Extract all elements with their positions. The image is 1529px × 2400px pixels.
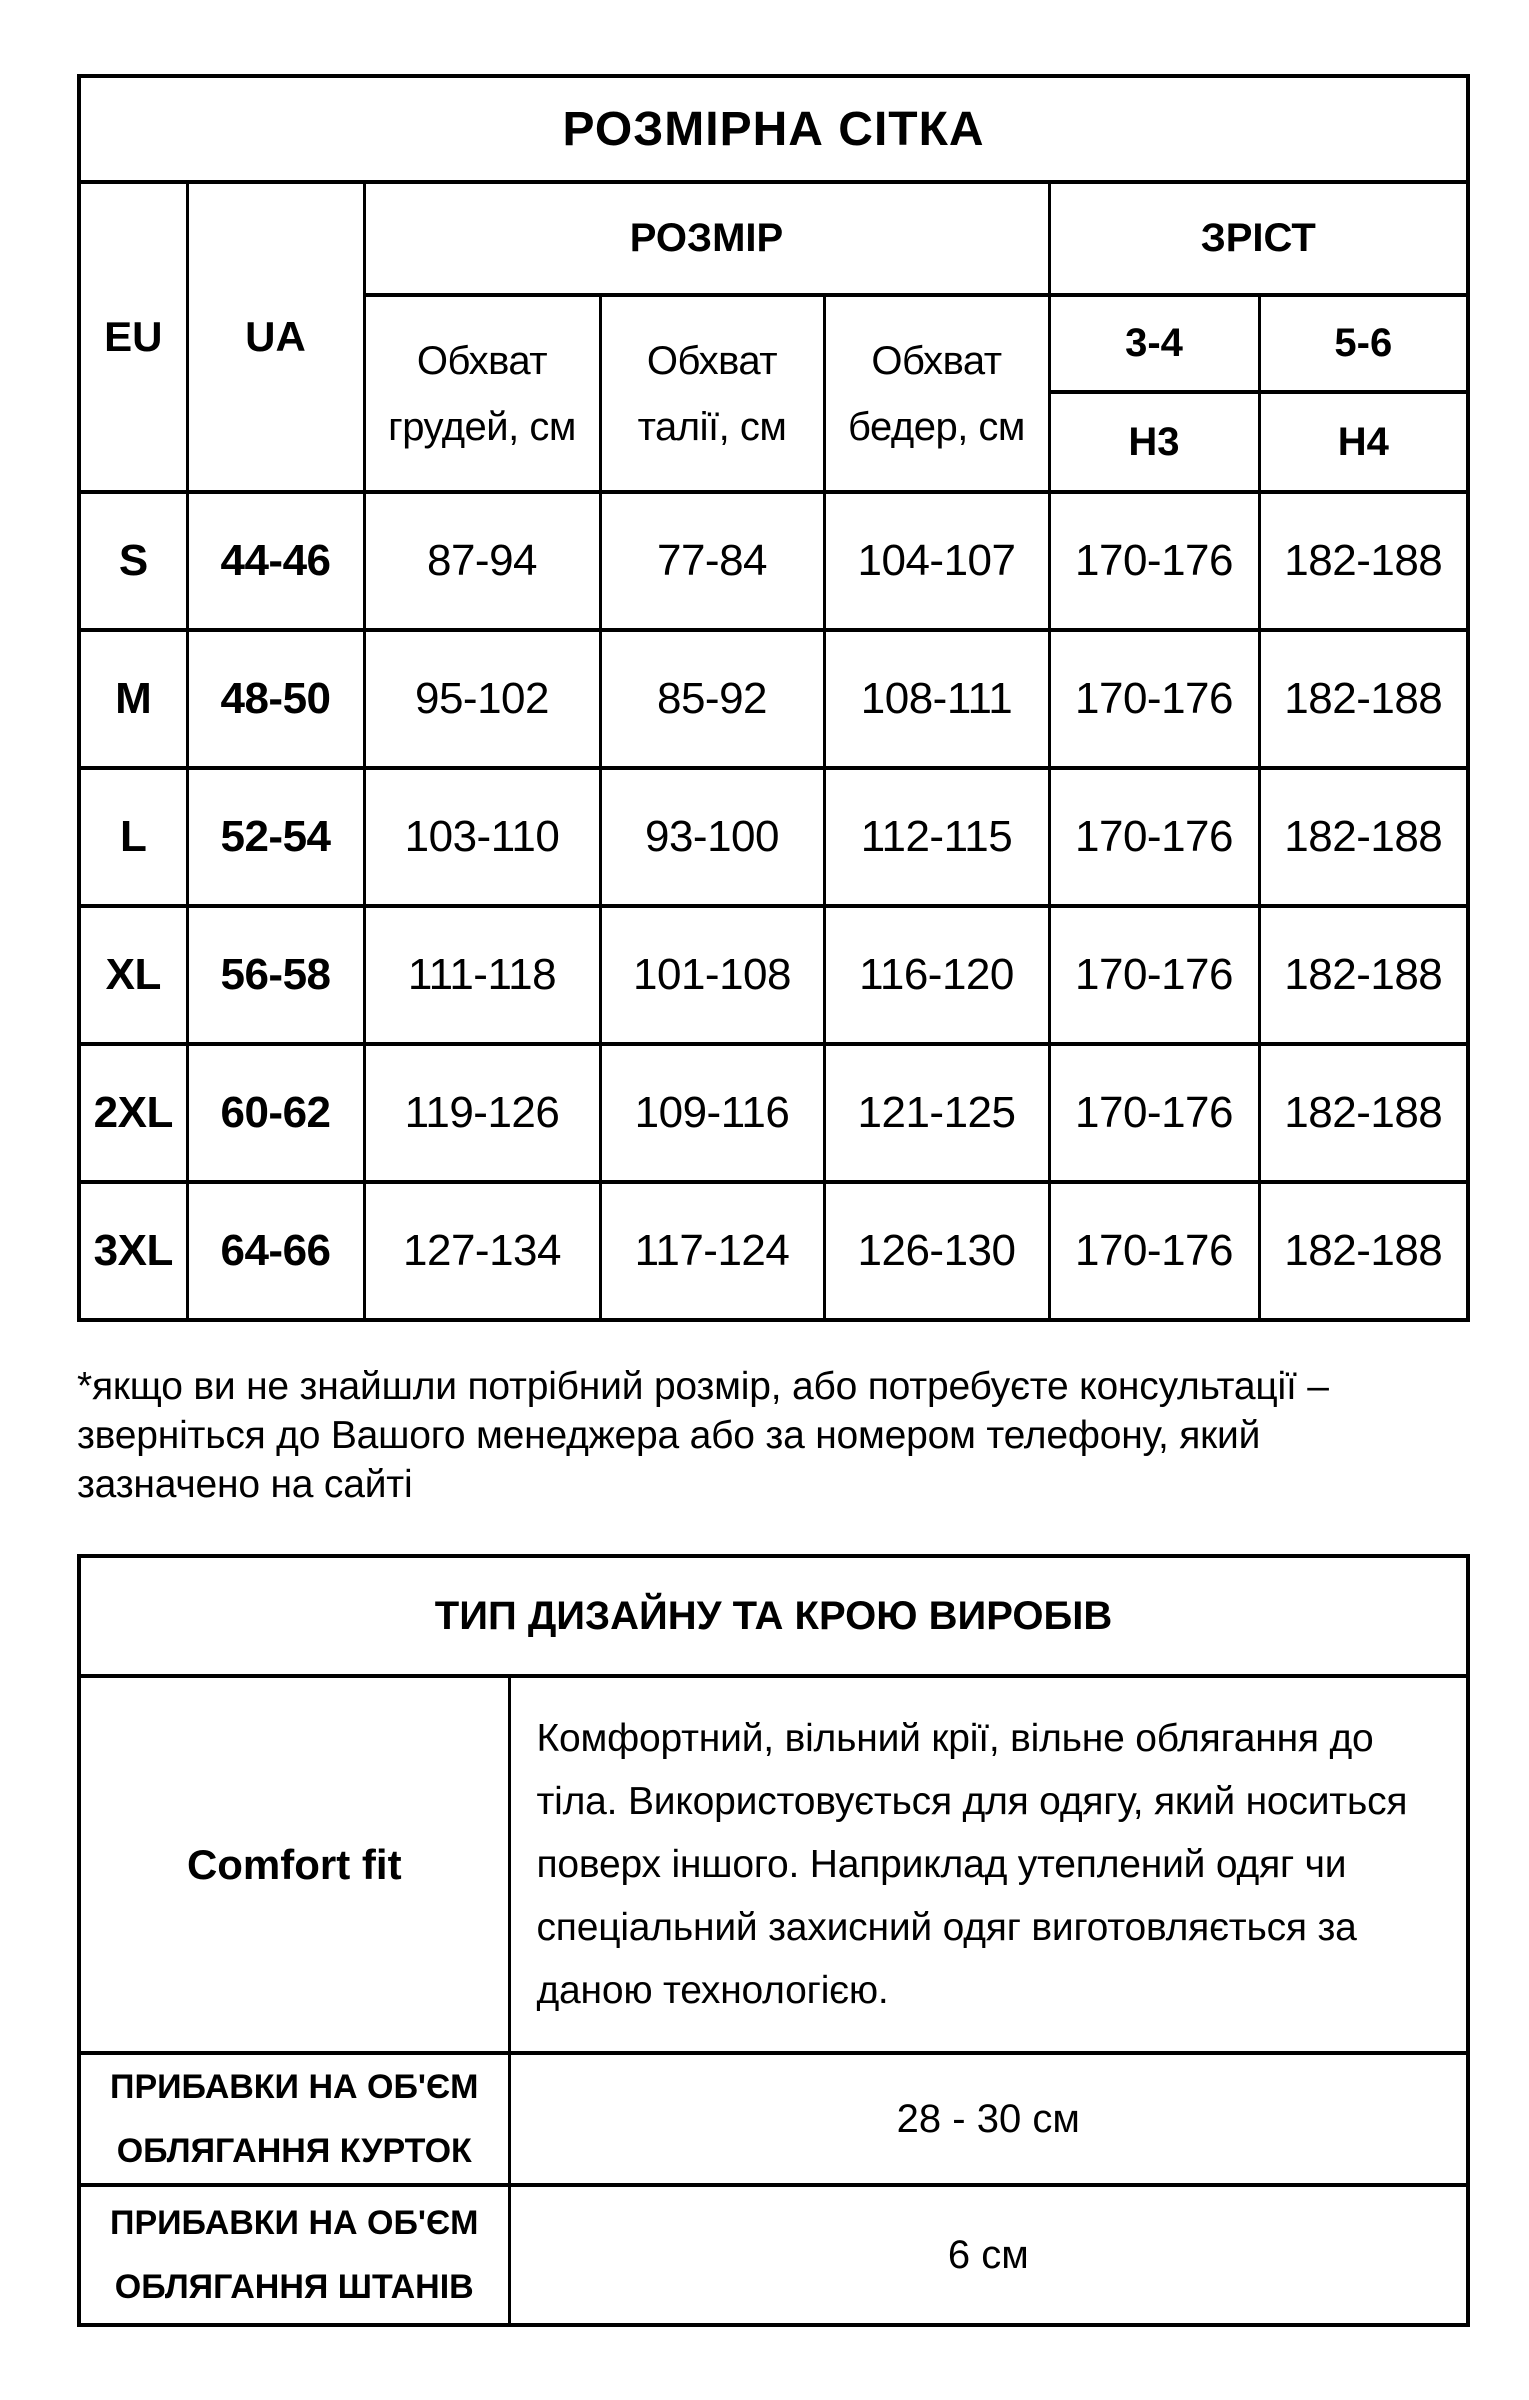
cell-waist: 117-124 (600, 1182, 824, 1320)
design-table (77, 1554, 1470, 2327)
size-row-xl (79, 906, 1468, 1044)
cell-hips: 112-115 (824, 768, 1049, 906)
cell-waist: 85-92 (600, 630, 824, 768)
pants-allowance-label: ПРИБАВКИ НА ОБ'ЄМ ОБЛЯГАННЯ ШТАНІВ (79, 2185, 509, 2325)
cell-h3: 170-176 (1049, 492, 1259, 630)
header-height-code-2: Н4 (1259, 392, 1468, 492)
cell-ua: 44-46 (187, 492, 364, 630)
design-table-title: ТИП ДИЗАЙНУ ТА КРОЮ ВИРОБІВ (79, 1556, 1468, 1676)
cell-ua: 60-62 (187, 1044, 364, 1182)
comfort-fit-description: Комфортний, вільний крії, вільне облягання до тіла. Використовується для одягу, який носиться поверх іншого. Наприклад утеплений одяг чи спеціальний захисний одяг виготовляється за даною технологією. (509, 1676, 1468, 2053)
header-size-group: РОЗМІР (364, 182, 1049, 295)
header-height-group: ЗРІСТ (1049, 182, 1468, 295)
cell-eu: 2XL (79, 1044, 187, 1182)
header-height-code-1: Н3 (1049, 392, 1259, 492)
cell-h4: 182-188 (1259, 630, 1468, 768)
header-chest: Обхват грудей, см (364, 295, 600, 492)
cell-h4: 182-188 (1259, 906, 1468, 1044)
header-eu: EU (79, 182, 187, 492)
cell-h3: 170-176 (1049, 906, 1259, 1044)
size-row-3xl (79, 1182, 1468, 1320)
cell-hips: 108-111 (824, 630, 1049, 768)
pants-allowance-value: 6 см (509, 2185, 1468, 2325)
footnote: *якщо ви не знайшли потрібний розмір, або потребуєте консультації – зверніться до Вашого менеджера або за номером телефону, який зазначено на сайті (77, 1365, 1329, 1506)
header-height-range-1: 3-4 (1049, 295, 1259, 392)
cell-hips: 116-120 (824, 906, 1049, 1044)
jackets-allowance-value: 28 - 30 см (509, 2053, 1468, 2185)
cell-h3: 170-176 (1049, 1044, 1259, 1182)
cell-ua: 48-50 (187, 630, 364, 768)
size-row-2xl (79, 1044, 1468, 1182)
cell-waist: 101-108 (600, 906, 824, 1044)
design-row-comfort-fit (79, 1676, 1468, 2053)
cell-hips: 121-125 (824, 1044, 1049, 1182)
comfort-fit-label: Comfort fit (79, 1676, 509, 2053)
cell-h3: 170-176 (1049, 630, 1259, 768)
cell-h3: 170-176 (1049, 768, 1259, 906)
cell-h4: 182-188 (1259, 1044, 1468, 1182)
cell-eu: XL (79, 906, 187, 1044)
header-ua: UA (187, 182, 364, 492)
cell-ua: 56-58 (187, 906, 364, 1044)
size-row-l (79, 768, 1468, 906)
cell-ua: 52-54 (187, 768, 364, 906)
cell-h4: 182-188 (1259, 768, 1468, 906)
cell-hips: 126-130 (824, 1182, 1049, 1320)
cell-chest: 111-118 (364, 906, 600, 1044)
cell-eu: 3XL (79, 1182, 187, 1320)
cell-waist: 77-84 (600, 492, 824, 630)
cell-h4: 182-188 (1259, 1182, 1468, 1320)
design-table-title-row (79, 1556, 1468, 1676)
header-height-range-2: 5-6 (1259, 295, 1468, 392)
jackets-allowance-label: ПРИБАВКИ НА ОБ'ЄМ ОБЛЯГАННЯ КУРТОК (79, 2053, 509, 2185)
size-table-title: РОЗМІРНА СІТКА (79, 76, 1468, 182)
size-row-s (79, 492, 1468, 630)
cell-chest: 87-94 (364, 492, 600, 630)
cell-eu: S (79, 492, 187, 630)
size-table-header-row-1 (79, 182, 1468, 295)
cell-h3: 170-176 (1049, 1182, 1259, 1320)
size-row-m (79, 630, 1468, 768)
header-waist: Обхват талії, см (600, 295, 824, 492)
cell-ua: 64-66 (187, 1182, 364, 1320)
cell-waist: 93-100 (600, 768, 824, 906)
header-hips: Обхват бедер, см (824, 295, 1049, 492)
cell-chest: 103-110 (364, 768, 600, 906)
size-table (77, 74, 1470, 1322)
design-row-pants-allowance (79, 2185, 1468, 2325)
cell-waist: 109-116 (600, 1044, 824, 1182)
cell-chest: 119-126 (364, 1044, 600, 1182)
cell-eu: M (79, 630, 187, 768)
cell-chest: 95-102 (364, 630, 600, 768)
cell-h4: 182-188 (1259, 492, 1468, 630)
cell-hips: 104-107 (824, 492, 1049, 630)
cell-chest: 127-134 (364, 1182, 600, 1320)
cell-eu: L (79, 768, 187, 906)
size-table-title-row (79, 76, 1468, 182)
design-row-jackets-allowance (79, 2053, 1468, 2185)
